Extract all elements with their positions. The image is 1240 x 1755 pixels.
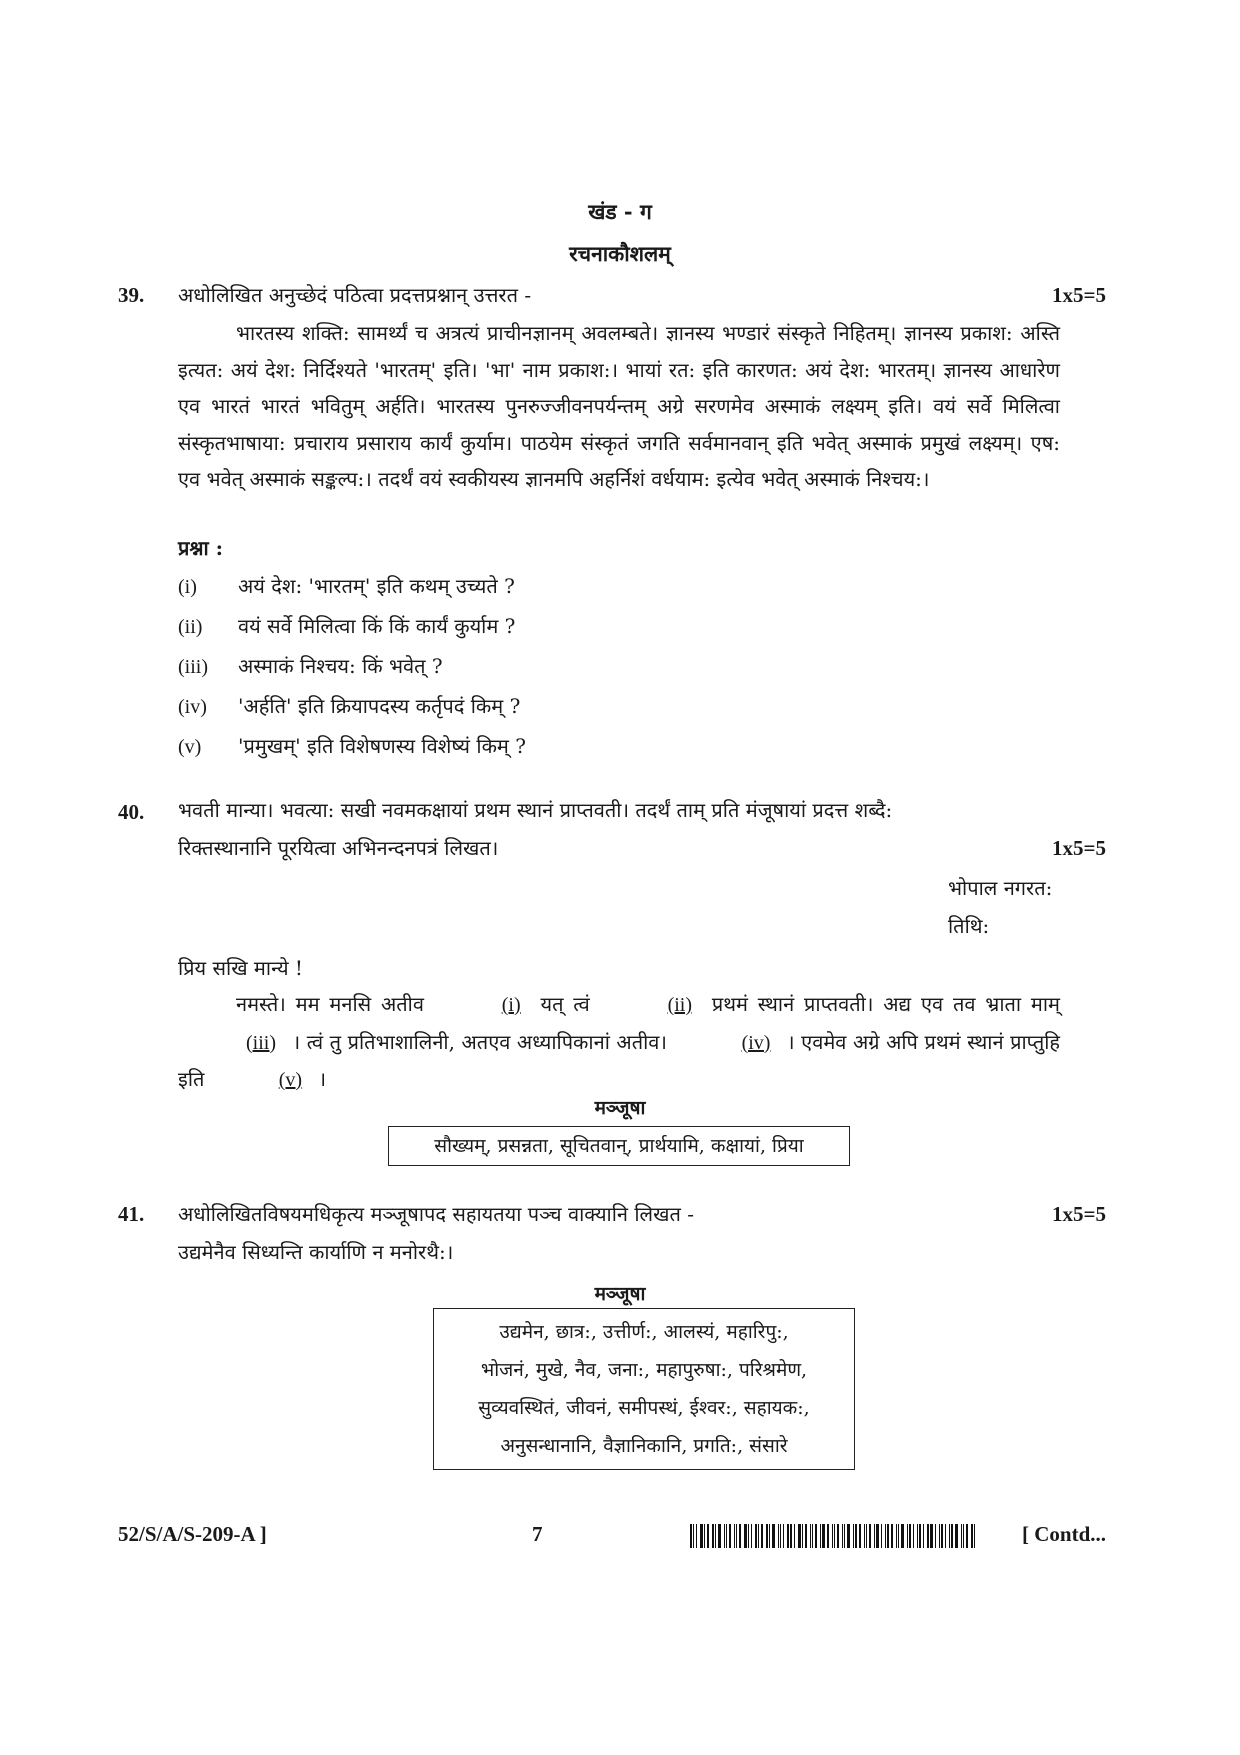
letter-text: नमस्ते। मम मनसि अतीव xyxy=(236,992,424,1016)
blank-iv: (iv) xyxy=(741,1031,771,1054)
q40-box-words: सौख्यम्, प्रसन्नता, सूचितवान्, प्रार्थयामि, कक्षायां, प्रिया xyxy=(434,1135,804,1157)
q39-subquestion xyxy=(178,652,443,679)
q41-word-box xyxy=(433,1308,855,1470)
letter-text: । एवमेव अग्रे अपि प्रथमं स्थानं प्राप्तुहि इति xyxy=(178,1029,1061,1091)
letter-text: । त्वं तु प्रतिभाशालिनी, अतएव अध्यापिकानां अतीव। xyxy=(292,1029,667,1054)
letter-salutation: प्रिय सखि मान्ये ! xyxy=(178,956,303,980)
q39-passage: भारतस्य शक्ति: सामर्थ्यं च अत्रत्यं प्राचीनज्ञानम् अवलम्बते। ज्ञानस्य भण्डारं संस्कृते निहितम्। ज्ञानस्य प्रकाश: अस्ति इत्यत: अयं देश: निर्दिश्यते 'भारतम्' इति। 'भा' नाम प्रकाश:। भायां रत: इति कारणत: अयं देश: भारतम्। ज्ञानस्य आधारेण एव भारतं भारतं भवितुम् अर्हति। भारतस्य पुनरुज्जीवनपर्यन्तम् अग्रे सरणमेव अस्माकं लक्ष्यम् इति। वयं सर्वे मिलित्वा संस्कृतभाषाया: प्रचाराय प्रसाराय कार्यं कुर्याम। पाठयेम संस्कृतं जगति सर्वमानवान् इति भवेत् अस्माकं प्रमुखं लक्ष्यम्। एष: एव भवेत् अस्माकं सङ्कल्प:। तदर्थं वयं स्वकीयस्य ज्ञानमपि अहर्निशं वर्धयाम: इत्येव भवेत् अस्माकं निश्चय:। xyxy=(178,321,1060,491)
q41-box-title: मञ्जूषा xyxy=(594,1283,646,1305)
letter-place: भोपाल नगरत: xyxy=(948,876,1053,900)
continued-label: [ Contd... xyxy=(1022,1522,1107,1546)
barcode-image xyxy=(690,1524,1015,1548)
q40-marks: 1x5=5 xyxy=(1052,836,1106,860)
subquestion-number: (iii) xyxy=(178,656,208,678)
page-number: 7 xyxy=(532,1522,543,1546)
letter-text: प्रथमं स्थानं प्राप्तवती। अद्य एव तव भ्राता माम् xyxy=(711,992,1061,1016)
section-subtitle: रचनाकौशलम् xyxy=(569,241,671,266)
subquestion-number: (i) xyxy=(178,576,197,598)
q39-subquestion xyxy=(178,732,526,759)
subquestion-text: वयं सर्वे मिलित्वा किं किं कार्यं कुर्याम ? xyxy=(238,614,516,638)
q41-number: 41. xyxy=(118,1202,145,1226)
q39-subquestion xyxy=(178,612,515,639)
section-title: खंड - ग xyxy=(588,199,652,224)
q40-prompt-line1: भवती मान्या। भवत्या: सखी नवमकक्षायां प्रथम स्थानं प्राप्तवती। तदर्थं ताम् प्रति मंजूषायां प्रदत्त शब्दै: xyxy=(178,798,893,822)
letter-text: यत् त्वं xyxy=(540,992,590,1016)
q41-box-line: उद्यमेन, छात्र:, उत्तीर्ण:, आलस्यं, महारिपु:, xyxy=(499,1321,789,1343)
subquestion-text: 'प्रमुखम्' इति विशेषणस्य विशेष्यं किम् ? xyxy=(238,734,526,758)
subquestion-text: अस्माकं निश्चय: किं भवेत् ? xyxy=(238,654,443,678)
q41-box-line: भोजनं, मुखे, नैव, जना:, महापुरुषा:, परिश्रमेण, xyxy=(480,1359,808,1381)
q40-number: 40. xyxy=(118,800,145,824)
subquestion-number: (ii) xyxy=(178,616,203,638)
q40-word-box xyxy=(388,1126,850,1166)
q39-subquestion xyxy=(178,572,515,599)
q40-box-title: मञ्जूषा xyxy=(594,1097,646,1119)
letter-body xyxy=(178,986,1060,1099)
q39-number: 39. xyxy=(118,283,145,307)
subquestion-text: 'अर्हति' इति क्रियापदस्य कर्तृपदं किम् ? xyxy=(238,694,521,718)
paper-code: 52/S/A/S-209-A ] xyxy=(118,1522,267,1546)
q39-questions-label: प्रश्ना : xyxy=(178,536,224,560)
q40-prompt-line2: रिक्तस्थानानि पूरयित्वा अभिनन्दनपत्रं लिखत। xyxy=(178,836,499,860)
subquestion-text: अयं देश: 'भारतम्' इति कथम् उच्यते ? xyxy=(238,574,515,598)
blank-iii: (iii) xyxy=(246,1031,276,1054)
blank-ii: (ii) xyxy=(667,994,692,1016)
q41-box-line: अनुसन्धानानि, वैज्ञानिकानि, प्रगति:, संसारे xyxy=(500,1435,788,1457)
blank-i: (i) xyxy=(501,994,521,1016)
letter-text: । xyxy=(318,1067,327,1091)
q39-marks: 1x5=5 xyxy=(1052,283,1106,307)
q41-marks: 1x5=5 xyxy=(1052,1202,1106,1226)
q41-prompt: अधोलिखितविषयमधिकृत्य मञ्जूषापद सहायतया पञ्च वाक्यानि लिखत - xyxy=(178,1202,694,1226)
subquestion-number: (v) xyxy=(178,736,202,758)
q41-topic: उद्यमेनैव सिध्यन्ति कार्याणि न मनोरथै:। xyxy=(178,1240,454,1264)
q39-subquestion xyxy=(178,692,520,719)
letter-date: तिथि: xyxy=(948,914,990,938)
q39-prompt: अधोलिखित अनुच्छेदं पठित्वा प्रदत्तप्रश्नान् उत्तरत - xyxy=(178,283,532,307)
subquestion-number: (iv) xyxy=(178,696,207,718)
blank-v: (v) xyxy=(278,1069,303,1091)
q41-box-line: सुव्यवस्थितं, जीवनं, समीपस्थं, ईश्वर:, सहायक:, xyxy=(478,1397,810,1419)
